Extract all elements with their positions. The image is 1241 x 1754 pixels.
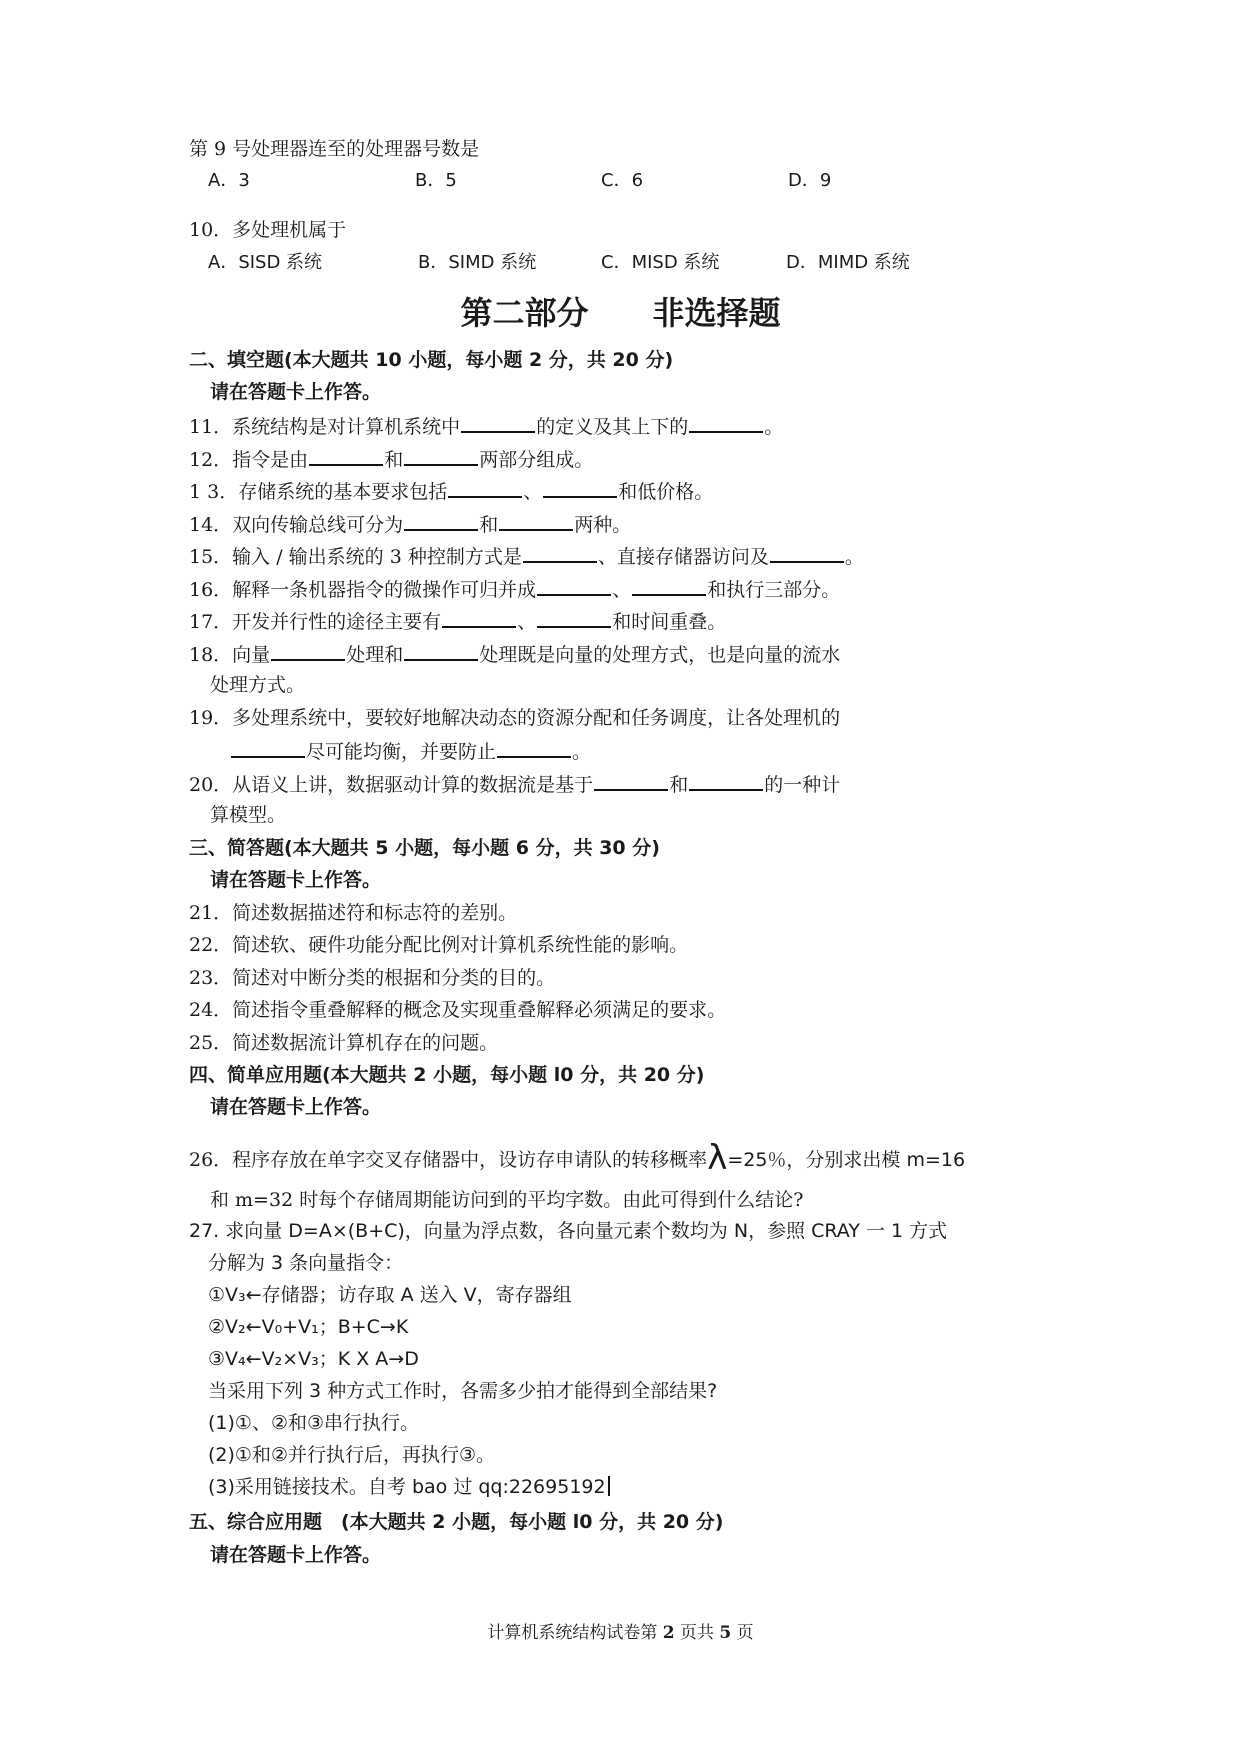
part-title bbox=[0, 293, 1241, 333]
q21: 21．简述数据描述符和标志符的差别。 bbox=[189, 902, 518, 924]
q18: 18．向量 处理和 处理既是向量的处理方式，也是向量的流水 bbox=[189, 641, 840, 667]
q11: 11．系统结构是对计算机系统中 的定义及其上下的 。 bbox=[189, 413, 783, 439]
q19-continued: 尽可能均衡，并要防止 。 bbox=[230, 738, 591, 764]
answer-blank bbox=[689, 413, 763, 433]
q9-option-d: D．9 bbox=[788, 170, 832, 191]
answer-blank bbox=[404, 511, 478, 531]
q23: 23．简述对中断分类的根据和分类的目的。 bbox=[189, 967, 556, 989]
q27-question: 当采用下列 3 种方式工作时，各需多少拍才能得到全部结果? bbox=[208, 1380, 718, 1402]
q10-stem: 10．多处理机属于 bbox=[189, 219, 347, 241]
q24: 24．简述指令重叠解释的概念及实现重叠解释必须满足的要求。 bbox=[189, 999, 727, 1021]
lambda-symbol: λ bbox=[707, 1138, 728, 1178]
q27-mode-2: (2)①和②并行执行后，再执行③。 bbox=[208, 1444, 496, 1466]
q27-instruction-2: ②V₂←V₀+V₁；B+C→K bbox=[208, 1316, 409, 1338]
answer-blank bbox=[461, 413, 535, 433]
answer-blank bbox=[770, 543, 844, 563]
answer-blank bbox=[309, 446, 383, 466]
q25: 25．简述数据流计算机存在的问题。 bbox=[189, 1032, 499, 1054]
q10-option-d: D．MIMD 系统 bbox=[786, 252, 910, 273]
answer-blank bbox=[271, 641, 345, 661]
section-5-note: 请在答题卡上作答。 bbox=[210, 1544, 382, 1566]
q9-option-c: C．6 bbox=[601, 170, 644, 191]
q27-stem: 27. 求向量 D=A×(B+C)，向量为浮点数，各向量元素个数均为 N，参照 CRAY 一 1 方式 bbox=[189, 1220, 948, 1242]
section-4-note: 请在答题卡上作答。 bbox=[210, 1096, 382, 1118]
answer-blank bbox=[448, 478, 522, 498]
q12: 12．指令是由 和 两部分组成。 bbox=[189, 446, 593, 472]
section-3-heading: 三、简答题(本大题共 5 小题，每小题 6 分，共 30 分) bbox=[189, 837, 660, 859]
q9-option-b: B．5 bbox=[415, 170, 457, 191]
part-title-right: 非选择题 bbox=[652, 294, 781, 332]
section-2-note: 请在答题卡上作答。 bbox=[210, 381, 382, 403]
q27-instruction-3: ③V₄←V₂×V₃；K X A→D bbox=[208, 1348, 419, 1370]
q27-stem-continued: 分解为 3 条向量指令： bbox=[208, 1252, 404, 1274]
q27-mode-3: (3)采用链接技术。自考 bao 过 qq:22695192 bbox=[208, 1475, 610, 1499]
answer-blank bbox=[497, 738, 571, 758]
q18-continued: 处理方式。 bbox=[210, 674, 306, 696]
q10-option-c: C．MISD 系统 bbox=[601, 252, 720, 273]
q10-option-b: B．SIMD 系统 bbox=[418, 252, 537, 273]
q19: 19．多处理系统中，要较好地解决动态的资源分配和任务调度，让各处理机的 bbox=[189, 707, 841, 729]
section-3-note: 请在答题卡上作答。 bbox=[210, 869, 382, 891]
q9-stem: 第 9 号处理器连至的处理器号数是 bbox=[189, 138, 480, 160]
q22: 22．简述软、硬件功能分配比例对计算机系统性能的影响。 bbox=[189, 934, 689, 956]
q13: 1 3．存储系统的基本要求包括 、 和低价格。 bbox=[189, 478, 713, 504]
answer-blank bbox=[632, 576, 706, 596]
q17: 17．开发并行性的途径主要有 、 和时间重叠。 bbox=[189, 608, 726, 634]
answer-blank bbox=[594, 771, 668, 791]
q16: 16．解释一条机器指令的微操作可归并成 、 和执行三部分。 bbox=[189, 576, 840, 602]
q27-mode-1: (1)①、②和③串行执行。 bbox=[208, 1412, 420, 1434]
q26-continued: 和 m=32 时每个存储周期能访问到的平均字数。由此可得到什么结论? bbox=[210, 1189, 804, 1211]
answer-blank bbox=[537, 576, 611, 596]
text-cursor bbox=[608, 1476, 610, 1496]
page-footer: 计算机系统结构试卷第 2 页共 5 页 bbox=[487, 1623, 754, 1643]
section-2-heading: 二、填空题(本大题共 10 小题，每小题 2 分，共 20 分) bbox=[189, 349, 674, 371]
part-title-left: 第二部分 bbox=[460, 294, 589, 332]
answer-blank bbox=[689, 771, 763, 791]
q9-option-a: A．3 bbox=[208, 170, 250, 191]
section-4-heading: 四、简单应用题(本大题共 2 小题，每小题 l0 分，共 20 分) bbox=[189, 1064, 705, 1086]
q27-instruction-1: ①V₃←存储器；访存取 A 送入 V，寄存器组 bbox=[208, 1284, 572, 1306]
q15: 15．输入 / 输出系统的 3 种控制方式是 、直接存储器访问及 。 bbox=[189, 543, 864, 569]
q10-option-a: A．SISD 系统 bbox=[208, 252, 323, 273]
answer-blank bbox=[231, 738, 305, 758]
answer-blank bbox=[537, 608, 611, 628]
section-5-heading: 五、综合应用题 (本大题共 2 小题，每小题 l0 分，共 20 分) bbox=[189, 1511, 724, 1533]
answer-blank bbox=[404, 446, 478, 466]
answer-blank bbox=[404, 641, 478, 661]
answer-blank bbox=[523, 543, 597, 563]
page-number: 2 bbox=[662, 1623, 675, 1643]
answer-blank bbox=[442, 608, 516, 628]
q14: 14．双向传输总线可分为 和 两种。 bbox=[189, 511, 631, 537]
page-total: 5 bbox=[719, 1623, 732, 1643]
q20: 20．从语义上讲，数据驱动计算的数据流是基于 和 的一种计 bbox=[189, 771, 840, 797]
answer-blank bbox=[499, 511, 573, 531]
q20-continued: 算模型。 bbox=[210, 804, 287, 826]
q26: 26．程序存放在单字交叉存储器中，设访存申请队的转移概率λ=25％，分别求出模 m=16 bbox=[189, 1138, 966, 1178]
answer-blank bbox=[543, 478, 617, 498]
